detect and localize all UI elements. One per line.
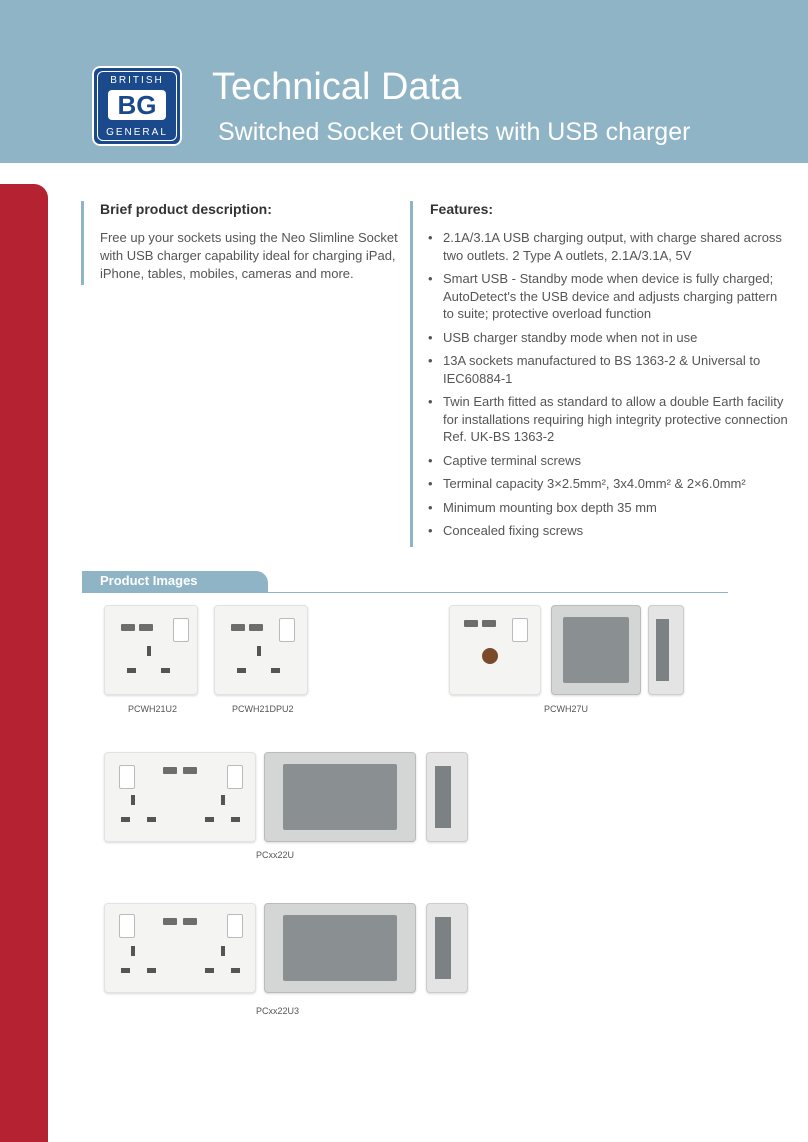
- socket-side-core: [656, 619, 670, 681]
- live-pin-icon: [205, 968, 214, 973]
- features-heading: Features:: [430, 201, 494, 217]
- feature-item: • 2.1A/3.1A USB charging output, with charge shared across two outlets. 2 Type A outlets, 2.1A/3.1A, 5V: [428, 229, 788, 264]
- logo-mark: BG: [108, 90, 166, 120]
- features-list: [428, 229, 788, 546]
- socket-image-pcxx22u-front: [104, 752, 256, 842]
- feature-item: • Captive terminal screws: [428, 452, 788, 470]
- page-title: Technical Data: [212, 66, 462, 108]
- earth-pin-icon: [221, 795, 225, 805]
- caption-pcwh27u: PCWH27U: [544, 704, 589, 714]
- feature-item: • USB charger standby mode when not in use: [428, 329, 788, 347]
- neutral-pin-icon: [231, 968, 240, 973]
- usb-port-icon: [464, 620, 478, 627]
- logo-top-text: BRITISH: [110, 75, 164, 86]
- rocker-switch-icon: [512, 618, 528, 642]
- feature-item: • Smart USB - Standby mode when device is fully charged; AutoDetect's the USB device and adjusts charging pattern to suite; protective overload function: [428, 270, 788, 323]
- logo-bottom-text: GENERAL: [106, 127, 168, 138]
- usb-port-icon: [121, 624, 135, 631]
- socket-image-pcxx22u3-front: [104, 903, 256, 993]
- socket-image-pcxx22u-back: [264, 752, 416, 842]
- feature-item: • Terminal capacity 3×2.5mm², 3x4.0mm² & 2×6.0mm²: [428, 475, 788, 493]
- product-images-rule: [82, 592, 728, 593]
- usb-port-icon: [482, 620, 496, 627]
- socket-side-core: [435, 766, 451, 828]
- socket-image-pcxx22u-side: [426, 752, 468, 842]
- socket-image-pcxx22u3-back: [264, 903, 416, 993]
- earth-pin-icon: [147, 646, 151, 656]
- rocker-switch-icon: [227, 765, 243, 789]
- live-pin-icon: [121, 968, 130, 973]
- page-subtitle: Switched Socket Outlets with USB charger: [218, 118, 691, 146]
- description-text: Free up your sockets using the Neo Slimline Socket with USB charger capability ideal for charging iPad, iPhone, tables, mobiles, cameras and more.: [100, 230, 398, 281]
- description-heading: Brief product description:: [100, 201, 272, 217]
- live-pin-icon: [205, 817, 214, 822]
- usb-port-icon: [183, 767, 197, 774]
- usb-port-icon: [183, 918, 197, 925]
- feature-item: • Twin Earth fitted as standard to allow a double Earth facility for installations requiring high integrity protective connection Ref. UK-BS 1363-2: [428, 393, 788, 446]
- live-pin-icon: [121, 817, 130, 822]
- rocker-switch-icon: [279, 618, 295, 642]
- british-general-logo: [92, 66, 182, 146]
- neutral-pin-icon: [147, 817, 156, 822]
- socket-side-image: [648, 605, 684, 695]
- earth-pin-icon: [221, 946, 225, 956]
- logo-frame: [97, 71, 177, 141]
- socket-back-core: [283, 764, 397, 831]
- caption-pcwh21u2: PCWH21U2: [128, 704, 178, 714]
- product-images-heading: Product Images: [100, 573, 198, 588]
- socket-image-pcwh21dpu2: [214, 605, 308, 695]
- description-rule: [81, 201, 84, 285]
- earth-pin-icon: [131, 795, 135, 805]
- caption-pcxx22u3: PCxx22U3: [256, 1006, 300, 1016]
- caption-pcxx22u: PCxx22U: [256, 850, 295, 860]
- rocker-switch-icon: [119, 914, 135, 938]
- socket-back-image: [551, 605, 641, 695]
- neutral-pin-icon: [147, 968, 156, 973]
- universal-outlet-icon: [482, 648, 498, 664]
- rocker-switch-icon: [227, 914, 243, 938]
- live-pin-icon: [127, 668, 136, 673]
- features-rule: [410, 201, 413, 547]
- usb-port-icon: [163, 918, 177, 925]
- neutral-pin-icon: [161, 668, 170, 673]
- feature-item: • 13A sockets manufactured to BS 1363-2 & Universal to IEC60884-1: [428, 352, 788, 387]
- socket-image-pcwh27u: [449, 605, 541, 695]
- neutral-pin-icon: [231, 817, 240, 822]
- usb-port-icon: [163, 767, 177, 774]
- earth-pin-icon: [257, 646, 261, 656]
- socket-side-core: [435, 917, 451, 979]
- rocker-switch-icon: [173, 618, 189, 642]
- side-accent-bar: [0, 184, 48, 1142]
- live-pin-icon: [237, 668, 246, 673]
- socket-back-core: [563, 617, 630, 684]
- rocker-switch-icon: [119, 765, 135, 789]
- caption-pcwh21dpu2: PCWH21DPU2: [232, 704, 294, 714]
- earth-pin-icon: [131, 946, 135, 956]
- neutral-pin-icon: [271, 668, 280, 673]
- socket-back-core: [283, 915, 397, 982]
- feature-item: • Concealed fixing screws: [428, 522, 788, 540]
- socket-image-pcxx22u3-side: [426, 903, 468, 993]
- feature-item: • Minimum mounting box depth 35 mm: [428, 499, 788, 517]
- usb-port-icon: [231, 624, 245, 631]
- socket-image-pcwh21u2: [104, 605, 198, 695]
- usb-port-icon: [139, 624, 153, 631]
- usb-port-icon: [249, 624, 263, 631]
